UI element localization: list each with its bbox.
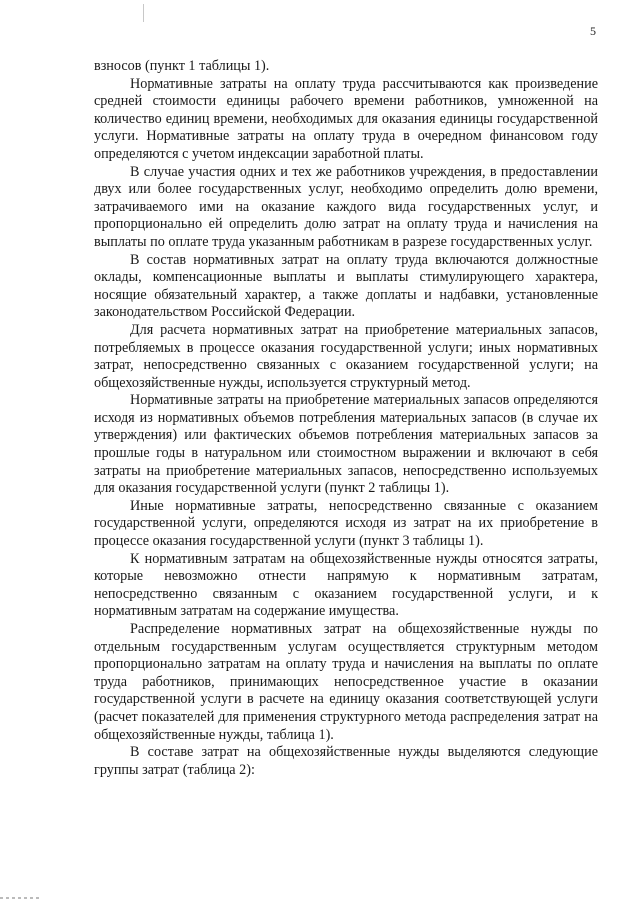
document-body: [94, 58, 598, 779]
paragraph-6: Нормативные затраты на приобретение материальных запасов определяются исходя из нормативных объемов потребления материальных запасов (в случае их утверждения) или фактических объемов потребления материальных запасов за прошлые годы в натуральном или стоимостном выражении и включают в себя затраты на приобретение материальных запасов, непосредственно используемых для оказания государственной услуги (пункт 2 таблицы 1).: [94, 392, 598, 497]
page-number: 5: [590, 24, 596, 38]
paragraph-1: взносов (пункт 1 таблицы 1).: [94, 58, 270, 74]
paragraph-10: В составе затрат на общехозяйственные нужды выделяются следующие группы затрат (таблица 2):: [94, 744, 598, 778]
paragraph-7: Иные нормативные затраты, непосредственно связанные с оказанием государственной услуги, определяются исходя из затрат на их приобретение в процессе оказания государственной услуги (пункт 3 таблицы 1).: [94, 497, 598, 550]
scan-edge-mark: [143, 4, 144, 22]
scan-bottom-mark: [0, 897, 40, 899]
paragraph-3: В случае участия одних и тех же работников учреждения, в предоставлении двух или более государственных услуг, необходимо определить долю времени, затрачиваемого ими на оказание каждого вида государственных услуг, и пропорционально ей определить долю затрат на оплату труда и начисления на выплаты по оплате труда указанным работникам в разрезе государственных услуг.: [94, 163, 598, 250]
paragraph-5: Для расчета нормативных затрат на приобретение материальных запасов, потребляемых в процессе оказания государственной услуги; иных нормативных затрат, непосредственно связанных с оказанием государственной услуги; на общехозяйственные нужды, используется структурный метод.: [94, 321, 598, 391]
paragraph-4: В состав нормативных затрат на оплату труда включаются должностные оклады, компенсационные выплаты и выплаты стимулирующего характера, носящие обязательный характер, а также доплаты и надбавки, установленные законодательством Российской Федерации.: [94, 251, 598, 321]
paragraph-8: К нормативным затратам на общехозяйственные нужды относятся затраты, которые невозможно отнести напрямую к нормативным затратам, непосредственно связанным с оказанием государственной услуги, и к нормативным затратам на содержание имущества.: [94, 550, 598, 620]
paragraph-9: Распределение нормативных затрат на общехозяйственные нужды по отдельным государственным услугам осуществляется структурным методом пропорционально затратам на оплату труда и начисления на выплаты по оплате труда работников, принимающих непосредственное участие в оказании государственной услуги в расчете на единицу оказания соответствующей услуги (расчет показателей для применения структурного метода распределения затрат на общехозяйственные нужды, таблица 1).: [94, 621, 598, 743]
paragraph-2: Нормативные затраты на оплату труда рассчитываются как произведение средней стоимости единицы рабочего времени работников, умноженной на количество единиц времени, необходимых для оказания единицы государственной услуги. Нормативные затраты на оплату труда в очередном финансовом году определяются с учетом индексации заработной платы.: [94, 75, 598, 162]
